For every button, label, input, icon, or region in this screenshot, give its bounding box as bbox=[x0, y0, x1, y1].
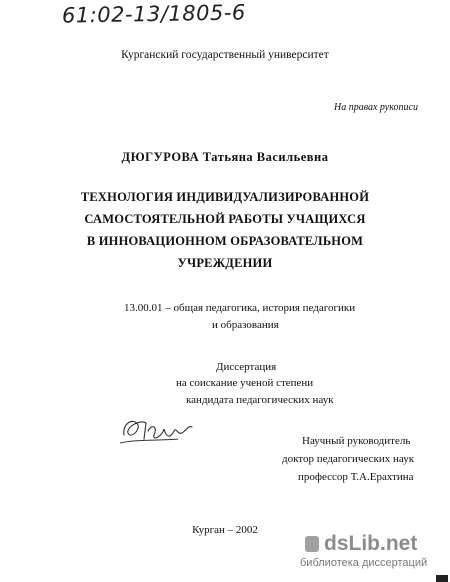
dissertation-label: Диссертация bbox=[216, 361, 277, 373]
author-name: ДЮГУРОВА Татьяна Васильевна bbox=[121, 150, 329, 164]
city-year: Курган – 2002 bbox=[192, 524, 258, 536]
specialty-line: и образования bbox=[212, 319, 279, 331]
handwritten-signature bbox=[118, 413, 198, 454]
supervisor-degree: доктор педагогических наук bbox=[282, 453, 415, 465]
dslib-logo-icon bbox=[305, 536, 319, 552]
scan-edge-mark bbox=[436, 575, 448, 582]
degree-line: кандидата педагогических наук bbox=[186, 394, 334, 406]
degree-line: на соискание ученой степени bbox=[176, 377, 314, 389]
title-line: САМОСТОЯТЕЛЬНОЙ РАБОТЫ УЧАЩИХСЯ bbox=[84, 212, 366, 226]
supervisor-name: профессор Т.А.Ерахтина bbox=[298, 471, 414, 483]
specialty-line: 13.00.01 – общая педагогика, история педагогики bbox=[124, 302, 356, 314]
title-line: В ИННОВАЦИОННОМ ОБРАЗОВАТЕЛЬНОМ bbox=[86, 234, 364, 248]
university-name: Курганский государственный университет bbox=[121, 49, 329, 61]
title-line: УЧРЕЖДЕНИИ bbox=[177, 256, 273, 270]
handwritten-archive-code: 61:02-13/1805-6 bbox=[61, 0, 246, 28]
title-line: ТЕХНОЛОГИЯ ИНДИВИДУАЛИЗИРОВАННОЙ bbox=[80, 190, 370, 204]
manuscript-rights-note: На правах рукописи bbox=[334, 102, 418, 113]
dslib-caption: библиотека диссертаций bbox=[300, 557, 428, 569]
supervisor-title: Научный руководитель bbox=[302, 435, 411, 447]
dslib-watermark: dsLib.net bbox=[324, 532, 418, 555]
